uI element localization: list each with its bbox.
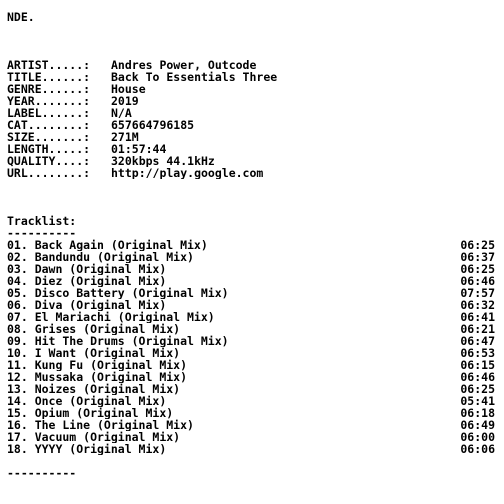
info-value: 2019 bbox=[111, 95, 139, 107]
info-row bbox=[7, 167, 497, 179]
info-key: YEAR.......: bbox=[7, 95, 91, 107]
track-title: 04. Diez (Original Mix) bbox=[7, 275, 167, 287]
info-key: CAT........: bbox=[7, 119, 91, 131]
track-duration: 06:00 bbox=[460, 431, 495, 443]
track-row bbox=[7, 299, 497, 311]
info-row bbox=[7, 71, 497, 83]
release-group-header: NDE. bbox=[7, 11, 35, 23]
release-info bbox=[7, 59, 497, 179]
track-duration: 06:46 bbox=[460, 275, 495, 287]
track-duration: 06:21 bbox=[460, 323, 495, 335]
track-title: 13. Noizes (Original Mix) bbox=[7, 383, 181, 395]
track-title: 10. I Want (Original Mix) bbox=[7, 347, 181, 359]
info-key: QUALITY....: bbox=[7, 155, 91, 167]
track-row bbox=[7, 311, 497, 323]
track-title: 01. Back Again (Original Mix) bbox=[7, 239, 208, 251]
track-title: 03. Dawn (Original Mix) bbox=[7, 263, 167, 275]
track-title: 12. Mussaka (Original Mix) bbox=[7, 371, 188, 383]
track-row bbox=[7, 359, 497, 371]
track-title: 11. Kung Fu (Original Mix) bbox=[7, 359, 188, 371]
track-row bbox=[7, 251, 497, 263]
track-duration: 06:25 bbox=[460, 383, 495, 395]
info-key: LENGTH.....: bbox=[7, 143, 91, 155]
tracklist-rule: ---------- bbox=[7, 227, 77, 239]
spacer bbox=[7, 179, 497, 215]
info-key: LABEL......: bbox=[7, 107, 91, 119]
track-row bbox=[7, 323, 497, 335]
info-row bbox=[7, 83, 497, 95]
info-value: N/A bbox=[111, 107, 132, 119]
track-duration: 06:25 bbox=[460, 239, 495, 251]
info-row bbox=[7, 131, 497, 143]
track-title: 16. The Line (Original Mix) bbox=[7, 419, 194, 431]
track-row bbox=[7, 371, 497, 383]
track-duration: 06:06 bbox=[460, 443, 495, 455]
track-duration: 06:18 bbox=[460, 407, 495, 419]
track-duration: 05:41 bbox=[460, 395, 495, 407]
track-row bbox=[7, 335, 497, 347]
track-title: 15. Opium (Original Mix) bbox=[7, 407, 174, 419]
info-value: 01:57:44 bbox=[111, 143, 167, 155]
track-row bbox=[7, 347, 497, 359]
track-row bbox=[7, 383, 497, 395]
info-row bbox=[7, 119, 497, 131]
track-duration: 06:49 bbox=[460, 419, 495, 431]
info-row bbox=[7, 107, 497, 119]
track-duration: 06:53 bbox=[460, 347, 495, 359]
info-value: Andres Power, Outcode bbox=[111, 59, 257, 71]
spacer bbox=[7, 23, 497, 59]
track-duration: 06:32 bbox=[460, 299, 495, 311]
info-key: TITLE......: bbox=[7, 71, 91, 83]
track-title: 08. Grises (Original Mix) bbox=[7, 323, 181, 335]
track-duration: 06:25 bbox=[460, 263, 495, 275]
info-value: 320kbps 44.1kHz bbox=[111, 155, 215, 167]
track-row bbox=[7, 287, 497, 299]
track-duration: 07:57 bbox=[460, 287, 495, 299]
track-duration: 06:46 bbox=[460, 371, 495, 383]
info-row bbox=[7, 59, 497, 71]
track-title: 14. Once (Original Mix) bbox=[7, 395, 167, 407]
track-duration: 06:41 bbox=[460, 311, 495, 323]
info-value: House bbox=[111, 83, 146, 95]
track-row bbox=[7, 419, 497, 431]
track-title: 18. YYYY (Original Mix) bbox=[7, 443, 167, 455]
track-row bbox=[7, 443, 497, 455]
info-key: URL........: bbox=[7, 167, 91, 179]
track-duration: 06:37 bbox=[460, 251, 495, 263]
track-row bbox=[7, 275, 497, 287]
tracklist bbox=[7, 239, 497, 455]
info-key: ARTIST.....: bbox=[7, 59, 91, 71]
footer-rule: ---------- bbox=[7, 467, 77, 479]
info-row bbox=[7, 143, 497, 155]
info-value: 271M bbox=[111, 131, 139, 143]
info-value: http://play.google.com bbox=[111, 167, 264, 179]
info-key: GENRE......: bbox=[7, 83, 91, 95]
spacer bbox=[7, 455, 497, 467]
nfo-document bbox=[7, 11, 497, 479]
info-value: Back To Essentials Three bbox=[111, 71, 278, 83]
info-key: SIZE.......: bbox=[7, 131, 91, 143]
info-row bbox=[7, 155, 497, 167]
track-title: 07. El Mariachi (Original Mix) bbox=[7, 311, 215, 323]
track-title: 09. Hit The Drums (Original Mix) bbox=[7, 335, 229, 347]
info-value: 657664796185 bbox=[111, 119, 195, 131]
info-row bbox=[7, 95, 497, 107]
tracklist-heading: Tracklist: bbox=[7, 215, 77, 227]
track-duration: 06:15 bbox=[460, 359, 495, 371]
track-row bbox=[7, 263, 497, 275]
track-row bbox=[7, 239, 497, 251]
track-row bbox=[7, 407, 497, 419]
track-title: 05. Disco Battery (Original Mix) bbox=[7, 287, 229, 299]
track-title: 17. Vacuum (Original Mix) bbox=[7, 431, 181, 443]
track-row bbox=[7, 395, 497, 407]
track-title: 06. Diva (Original Mix) bbox=[7, 299, 167, 311]
track-title: 02. Bandundu (Original Mix) bbox=[7, 251, 194, 263]
track-row bbox=[7, 431, 497, 443]
track-duration: 06:47 bbox=[460, 335, 495, 347]
